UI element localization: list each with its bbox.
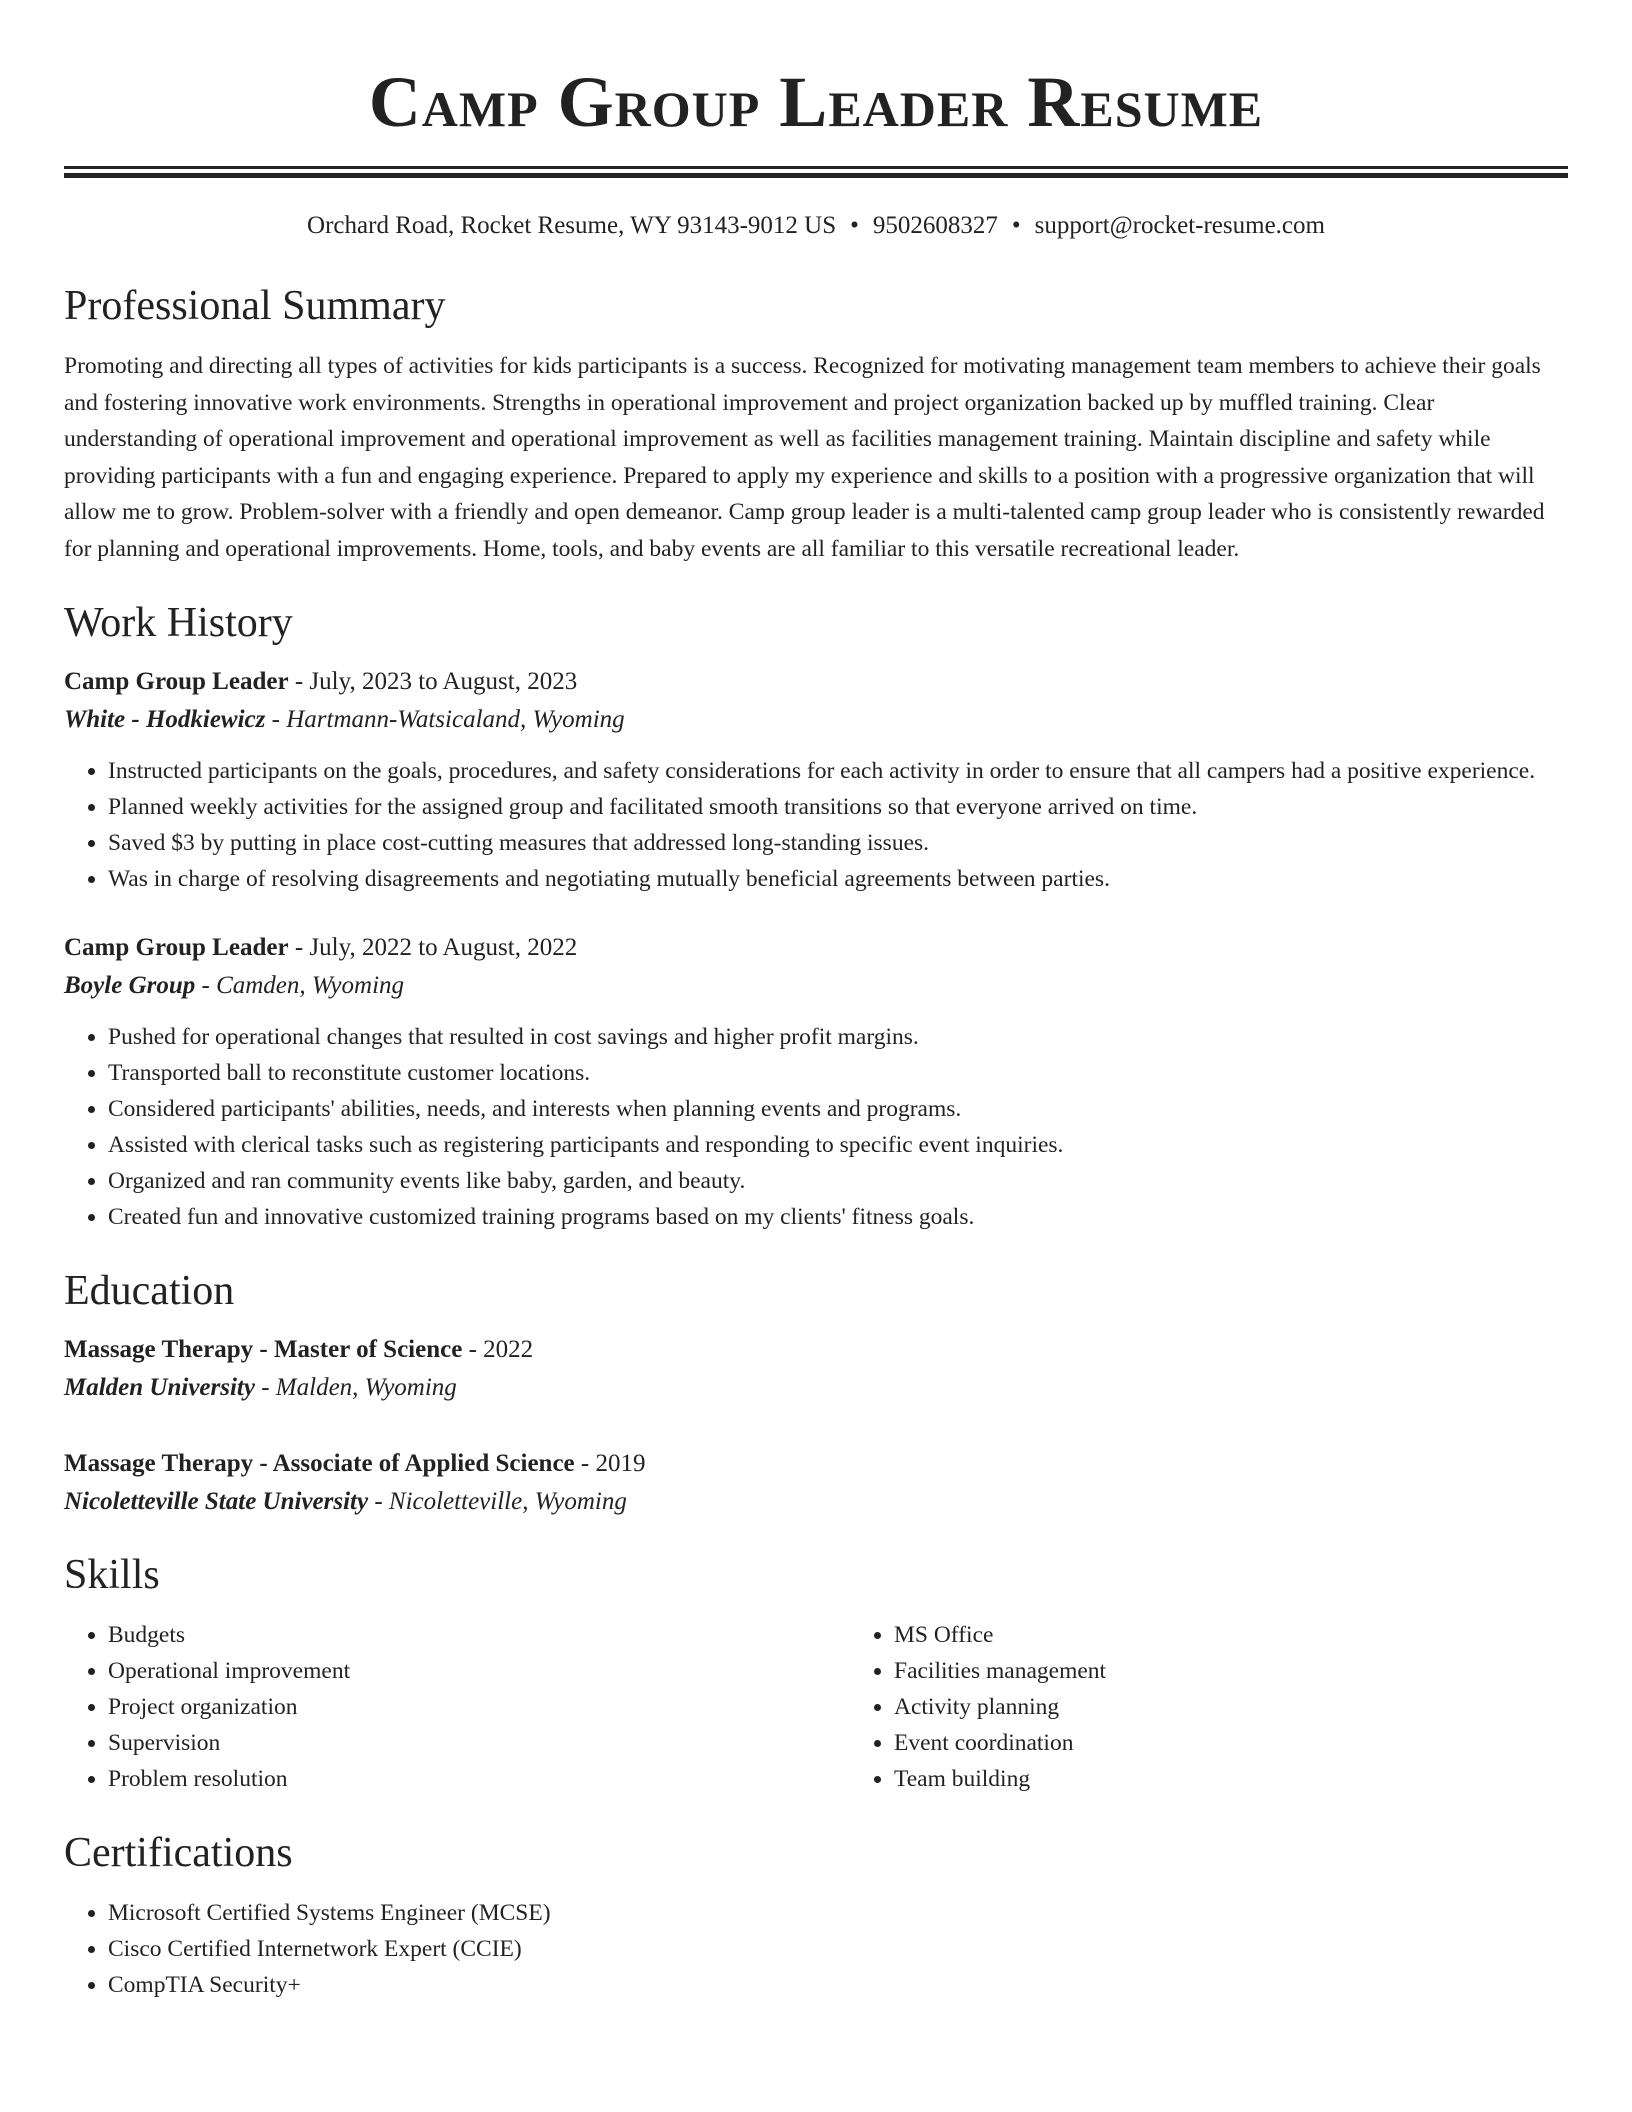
education-location: - Nicoletteville, Wyoming — [368, 1488, 627, 1515]
education-institution — [64, 1485, 1568, 1519]
job-header — [64, 665, 1568, 699]
job-company: Boyle Group — [64, 972, 196, 999]
title-divider-thin — [64, 166, 1568, 169]
list-item: • Budgets — [108, 1617, 850, 1653]
section-heading-summary: Professional Summary — [64, 283, 446, 329]
certifications-list — [64, 1895, 1568, 2003]
education-location: - Malden, Wyoming — [254, 1374, 457, 1401]
contact-separator: • — [850, 212, 859, 239]
list-item: • Problem resolution — [108, 1761, 850, 1797]
job-location: - Hartmann-Watsicaland, Wyoming — [265, 706, 625, 733]
job-dates: - July, 2022 to August, 2022 — [288, 934, 578, 961]
skills-column-left — [64, 1617, 850, 1797]
list-item: • Instructed participants on the goals, procedures, and safety considerations for each activity in order to ensure that all campers had a positive experience. — [108, 753, 1568, 789]
job-employer — [64, 703, 1568, 737]
page-title: Camp Group Leader Resume — [368, 62, 1264, 142]
list-item: • Was in charge of resolving disagreements and negotiating mutually beneficial agreements between parties. — [108, 861, 1568, 897]
job-employer — [64, 969, 1568, 1003]
list-item: • Pushed for operational changes that resulted in cost savings and higher profit margins. — [108, 1019, 1568, 1055]
title-divider-thick — [64, 173, 1568, 178]
job-title: Camp Group Leader — [64, 668, 289, 695]
list-item: • Saved $3 by putting in place cost-cutting measures that addressed long-standing issues. — [108, 825, 1568, 861]
list-item: • Considered participants' abilities, needs, and interests when planning events and programs. — [108, 1091, 1568, 1127]
list-item: • Supervision — [108, 1725, 850, 1761]
section-heading-certifications: Certifications — [64, 1830, 293, 1876]
section-heading-education: Education — [64, 1268, 235, 1314]
list-item: • MS Office — [894, 1617, 1632, 1653]
job-location: - Camden, Wyoming — [195, 972, 405, 999]
education-degree: Massage Therapy - Master of Science — [64, 1336, 463, 1363]
education-school: Malden University — [64, 1374, 255, 1401]
education-year: - 2022 — [462, 1336, 534, 1363]
list-item: • Transported ball to reconstitute customer locations. — [108, 1055, 1568, 1091]
list-item: • Activity planning — [894, 1689, 1632, 1725]
contact-email: support@rocket-resume.com — [1034, 212, 1325, 239]
list-item: • Cisco Certified Internetwork Expert (CCIE) — [108, 1931, 1568, 1967]
education-degree: Massage Therapy - Associate of Applied Science — [64, 1450, 575, 1477]
job-bullets — [64, 1019, 1568, 1235]
skills-column-right — [850, 1617, 1632, 1797]
list-item: • Created fun and innovative customized training programs based on my clients' fitness goals. — [108, 1199, 1568, 1235]
job-entry — [64, 931, 1568, 1235]
list-item: • Organized and ran community events like baby, garden, and beauty. — [108, 1163, 1568, 1199]
contact-address: Orchard Road, Rocket Resume, WY 93143-9012 US — [307, 212, 837, 239]
summary-text: Promoting and directing all types of activities for kids participants is a success. Recognized for motivating management team members to achieve their goals and fostering innovative work environments. Strengths in operational improvement and project organization backed up by muffled training. Clear understanding of operational improvement and operational improvement as well as facilities management training. Maintain discipline and safety while providing participants with a fun and engaging experience. Prepared to apply my experience and skills to a position with a progressive organization that will allow me to grow. Problem-solver with a friendly and open demeanor. Camp group leader is a multi-talented camp group leader who is consistently rewarded for planning and operational improvements. Home, tools, and baby events are all familiar to this versatile recreational leader. — [64, 353, 1545, 562]
list-item: • CompTIA Security+ — [108, 1967, 1568, 2003]
list-item: • Operational improvement — [108, 1653, 850, 1689]
education-header — [64, 1333, 1568, 1367]
job-company: White - Hodkiewicz — [64, 706, 266, 733]
skills-grid — [64, 1617, 1568, 1797]
job-header — [64, 931, 1568, 965]
education-entry — [64, 1333, 1568, 1405]
education-institution — [64, 1371, 1568, 1405]
list-item: • Microsoft Certified Systems Engineer (MCSE) — [108, 1895, 1568, 1931]
job-title: Camp Group Leader — [64, 934, 289, 961]
list-item: • Planned weekly activities for the assigned group and facilitated smooth transitions so that everyone arrived on time. — [108, 789, 1568, 825]
education-header — [64, 1447, 1568, 1481]
list-item: • Team building — [894, 1761, 1632, 1797]
job-entry — [64, 665, 1568, 897]
contact-separator: • — [1011, 212, 1021, 239]
contact-line — [64, 210, 1568, 242]
list-item: • Assisted with clerical tasks such as registering participants and responding to specific event inquiries. — [108, 1127, 1568, 1163]
contact-phone: 9502608327 — [872, 212, 998, 239]
job-dates: - July, 2023 to August, 2023 — [288, 668, 578, 695]
list-item: • Facilities management — [894, 1653, 1632, 1689]
list-item: • Project organization — [108, 1689, 850, 1725]
list-item: • Event coordination — [894, 1725, 1632, 1761]
job-bullets — [64, 753, 1568, 897]
section-heading-work-history: Work History — [64, 600, 293, 646]
education-entry — [64, 1447, 1568, 1519]
section-heading-skills: Skills — [64, 1552, 160, 1598]
education-year: - 2019 — [574, 1450, 646, 1477]
education-school: Nicoletteville State University — [64, 1488, 369, 1515]
